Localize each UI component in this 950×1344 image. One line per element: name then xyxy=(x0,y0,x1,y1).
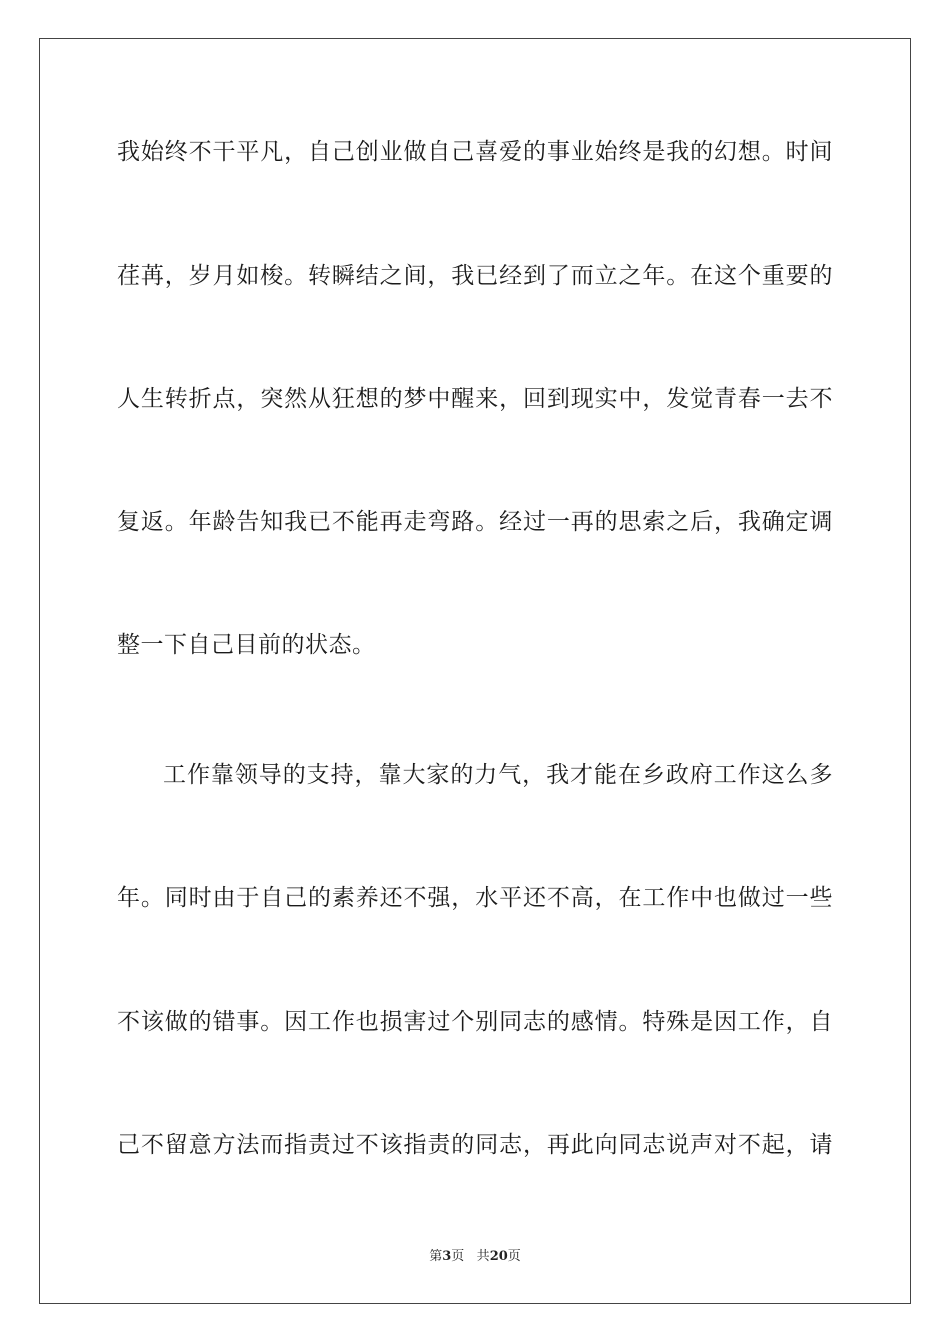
footer-prefix: 第 xyxy=(429,1249,443,1264)
footer-total-suffix: 页 xyxy=(507,1249,521,1264)
text-line: 我始终不干平凡，自己创业做自己喜爱的事业始终是我的幻想。时间 xyxy=(117,139,833,165)
text-line: 荏苒，岁月如梭。转瞬结之间，我已经到了而立之年。在这个重要的 xyxy=(117,263,833,289)
text-line: 己不留意方法而指责过不该指责的同志，再此向同志说声对不起，请 xyxy=(117,1132,833,1158)
footer-page-word: 页 xyxy=(451,1249,465,1264)
text-line: 不该做的错事。因工作也损害过个别同志的感情。特殊是因工作，自 xyxy=(117,1009,833,1035)
page-footer xyxy=(0,1248,950,1266)
total-page-count: 20 xyxy=(489,1249,508,1264)
text-line: 整一下自己目前的状态。 xyxy=(117,632,376,658)
text-line: 年。同时由于自己的素养还不强，水平还不高，在工作中也做过一些 xyxy=(117,885,833,911)
text-line: 人生转折点，突然从狂想的梦中醒来，回到现实中，发觉青春一去不 xyxy=(117,386,833,412)
current-page-number: 3 xyxy=(442,1249,452,1264)
footer-total-prefix: 共 xyxy=(476,1249,490,1264)
text-line: 复返。年龄告知我已不能再走弯路。经过一再的思索之后，我确定调 xyxy=(117,509,833,535)
text-line: 工作靠领导的支持，靠大家的力气，我才能在乡政府工作这么多 xyxy=(163,762,833,788)
page-border xyxy=(39,38,911,1304)
